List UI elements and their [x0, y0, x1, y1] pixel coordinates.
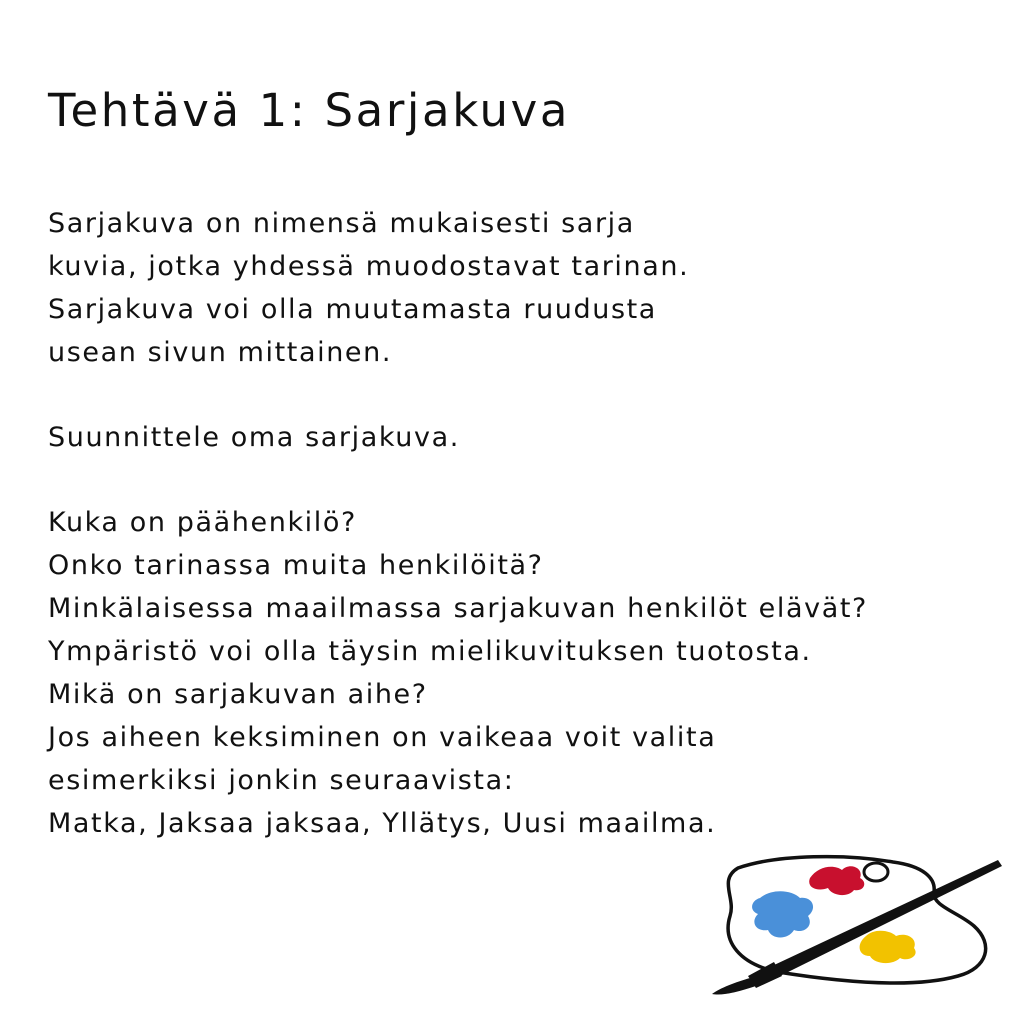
question-line: Minkälaisessa maailmassa sarjakuvan henkilöt elävät?: [48, 593, 868, 624]
questions-list: [48, 501, 868, 845]
paint-palette-with-brush-icon: [708, 852, 1004, 998]
brush-tip: [712, 978, 756, 995]
question-line: Matka, Jaksaa jaksaa, Yllätys, Uusi maailma.: [48, 808, 717, 839]
palette-thumb-hole: [864, 863, 888, 881]
intro-line: Sarjakuva voi olla muutamasta ruudusta: [48, 294, 657, 325]
question-line: Onko tarinassa muita henkilöitä?: [48, 550, 544, 581]
question-line: Ympäristö voi olla täysin mielikuvituksen tuotosta.: [48, 636, 812, 667]
question-line: Kuka on päähenkilö?: [48, 507, 357, 538]
task-paragraph: [48, 416, 460, 459]
page-title: Tehtävä 1: Sarjakuva: [48, 84, 570, 137]
question-line: esimerkiksi jonkin seuraavista:: [48, 765, 515, 796]
question-line: Jos aiheen keksiminen on vaikeaa voit valita: [48, 722, 717, 753]
intro-line: Sarjakuva on nimensä mukaisesti sarja: [48, 208, 635, 239]
question-line: Mikä on sarjakuvan aihe?: [48, 679, 428, 710]
intro-line: kuvia, jotka yhdessä muodostavat tarinan.: [48, 251, 690, 282]
task-instruction: Suunnittele oma sarjakuva.: [48, 422, 460, 453]
intro-line: usean sivun mittainen.: [48, 337, 393, 368]
intro-paragraph: [48, 202, 689, 374]
